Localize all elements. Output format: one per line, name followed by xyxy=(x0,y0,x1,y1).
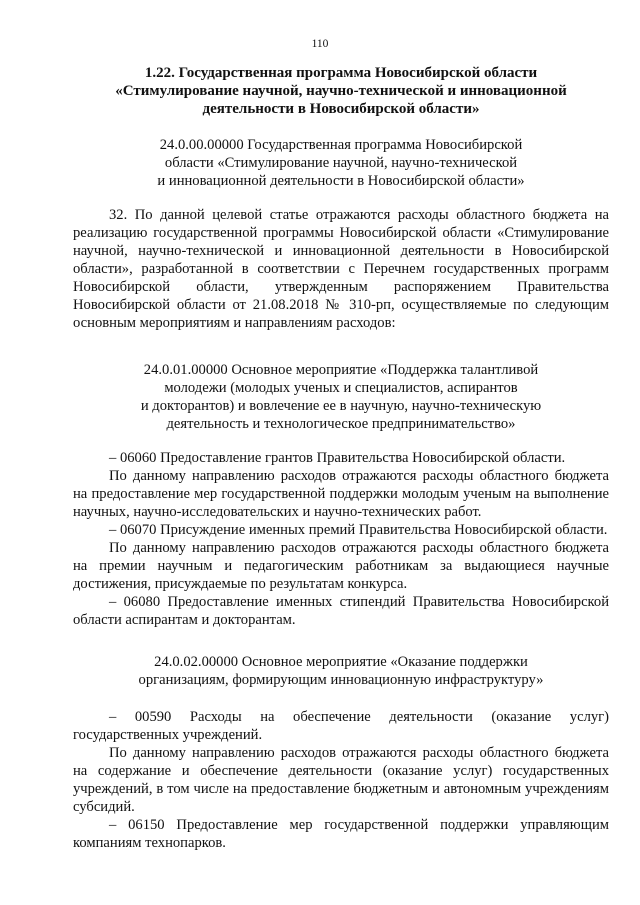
measure-title-line: организациям, формирующим инновационную инфраструктуру» xyxy=(138,672,544,688)
measure-2-items xyxy=(73,708,609,852)
expense-description: По данному направлению расходов отражаются расходы областного бюджета на содержание и обеспечение деятельности (оказание услуг) государственных учреждений, в том числе на предоставление бюджетным и автономным учреждениям субсидий. xyxy=(73,745,609,815)
expense-item: – 06070 Присуждение именных премий Правительства Новосибирской области. xyxy=(109,522,608,538)
expense-item: – 06060 Предоставление грантов Правительства Новосибирской области. xyxy=(109,450,566,466)
heading-line: деятельности в Новосибирской области» xyxy=(202,101,480,117)
expense-item: – 06150 Предоставление мер государственной поддержки управляющим компаниям технопарков. xyxy=(73,817,609,851)
expense-item: – 00590 Расходы на обеспечение деятельности (оказание услуг) государственных учреждений. xyxy=(73,709,609,743)
measure-1-title xyxy=(73,361,609,433)
expense-description: По данному направлению расходов отражаются расходы областного бюджета на премии научным и педагогическим работникам за выдающиеся научные достижения, присуждаемые по результатам конкурса. xyxy=(73,540,609,592)
heading-line: «Стимулирование научной, научно-технической и инновационной xyxy=(115,83,567,99)
paragraph-text: 32. По данной целевой статье отражаются расходы областного бюджета на реализацию государственной программы Новосибирской области «Стимулирование научной, научно-технической и инновационной деятельности в Новосибирской области», разработанной в соответствии с Перечнем государственных программ Новосибирской области, утвержденным распоряжением Правительства Новосибирской области от 21.08.2018 № 310-рп, осуществляемые по следующим основным мероприятиям и направлениям расходов: xyxy=(73,207,609,331)
expense-description: По данному направлению расходов отражаются расходы областного бюджета на предоставление мер государственной поддержки молодым ученым на выполнение научных, научно-исследовательских и научно-технических работ. xyxy=(73,468,609,520)
measure-title-line: 24.0.01.00000 Основное мероприятие «Поддержка талантливой xyxy=(143,362,539,378)
program-title-line: и инновационной деятельности в Новосибирской области» xyxy=(157,173,525,189)
section-heading xyxy=(73,64,609,118)
program-title-line: 24.0.00.00000 Государственная программа Новосибирской xyxy=(159,137,523,153)
measure-title-line: и докторантов) и вовлечение ее в научную, научно-техническую xyxy=(140,398,542,414)
expense-item: – 06080 Предоставление именных стипендий Правительства Новосибирской области аспирантам и докторантам. xyxy=(73,594,609,628)
measure-title-line: деятельность и технологическое предпринимательство» xyxy=(166,416,516,432)
program-code-title xyxy=(73,136,609,190)
program-title-line: области «Стимулирование научной, научно-технической xyxy=(164,155,518,171)
paragraph-32 xyxy=(73,206,609,332)
measure-2-title xyxy=(73,653,609,689)
heading-line: 1.22. Государственная программа Новосибирской области xyxy=(144,65,538,81)
measure-title-line: 24.0.02.00000 Основное мероприятие «Оказание поддержки xyxy=(154,654,528,670)
page-number: 110 xyxy=(311,38,329,50)
measure-title-line: молодежи (молодых ученых и специалистов, аспирантов xyxy=(164,380,518,396)
measure-1-items xyxy=(73,449,609,629)
